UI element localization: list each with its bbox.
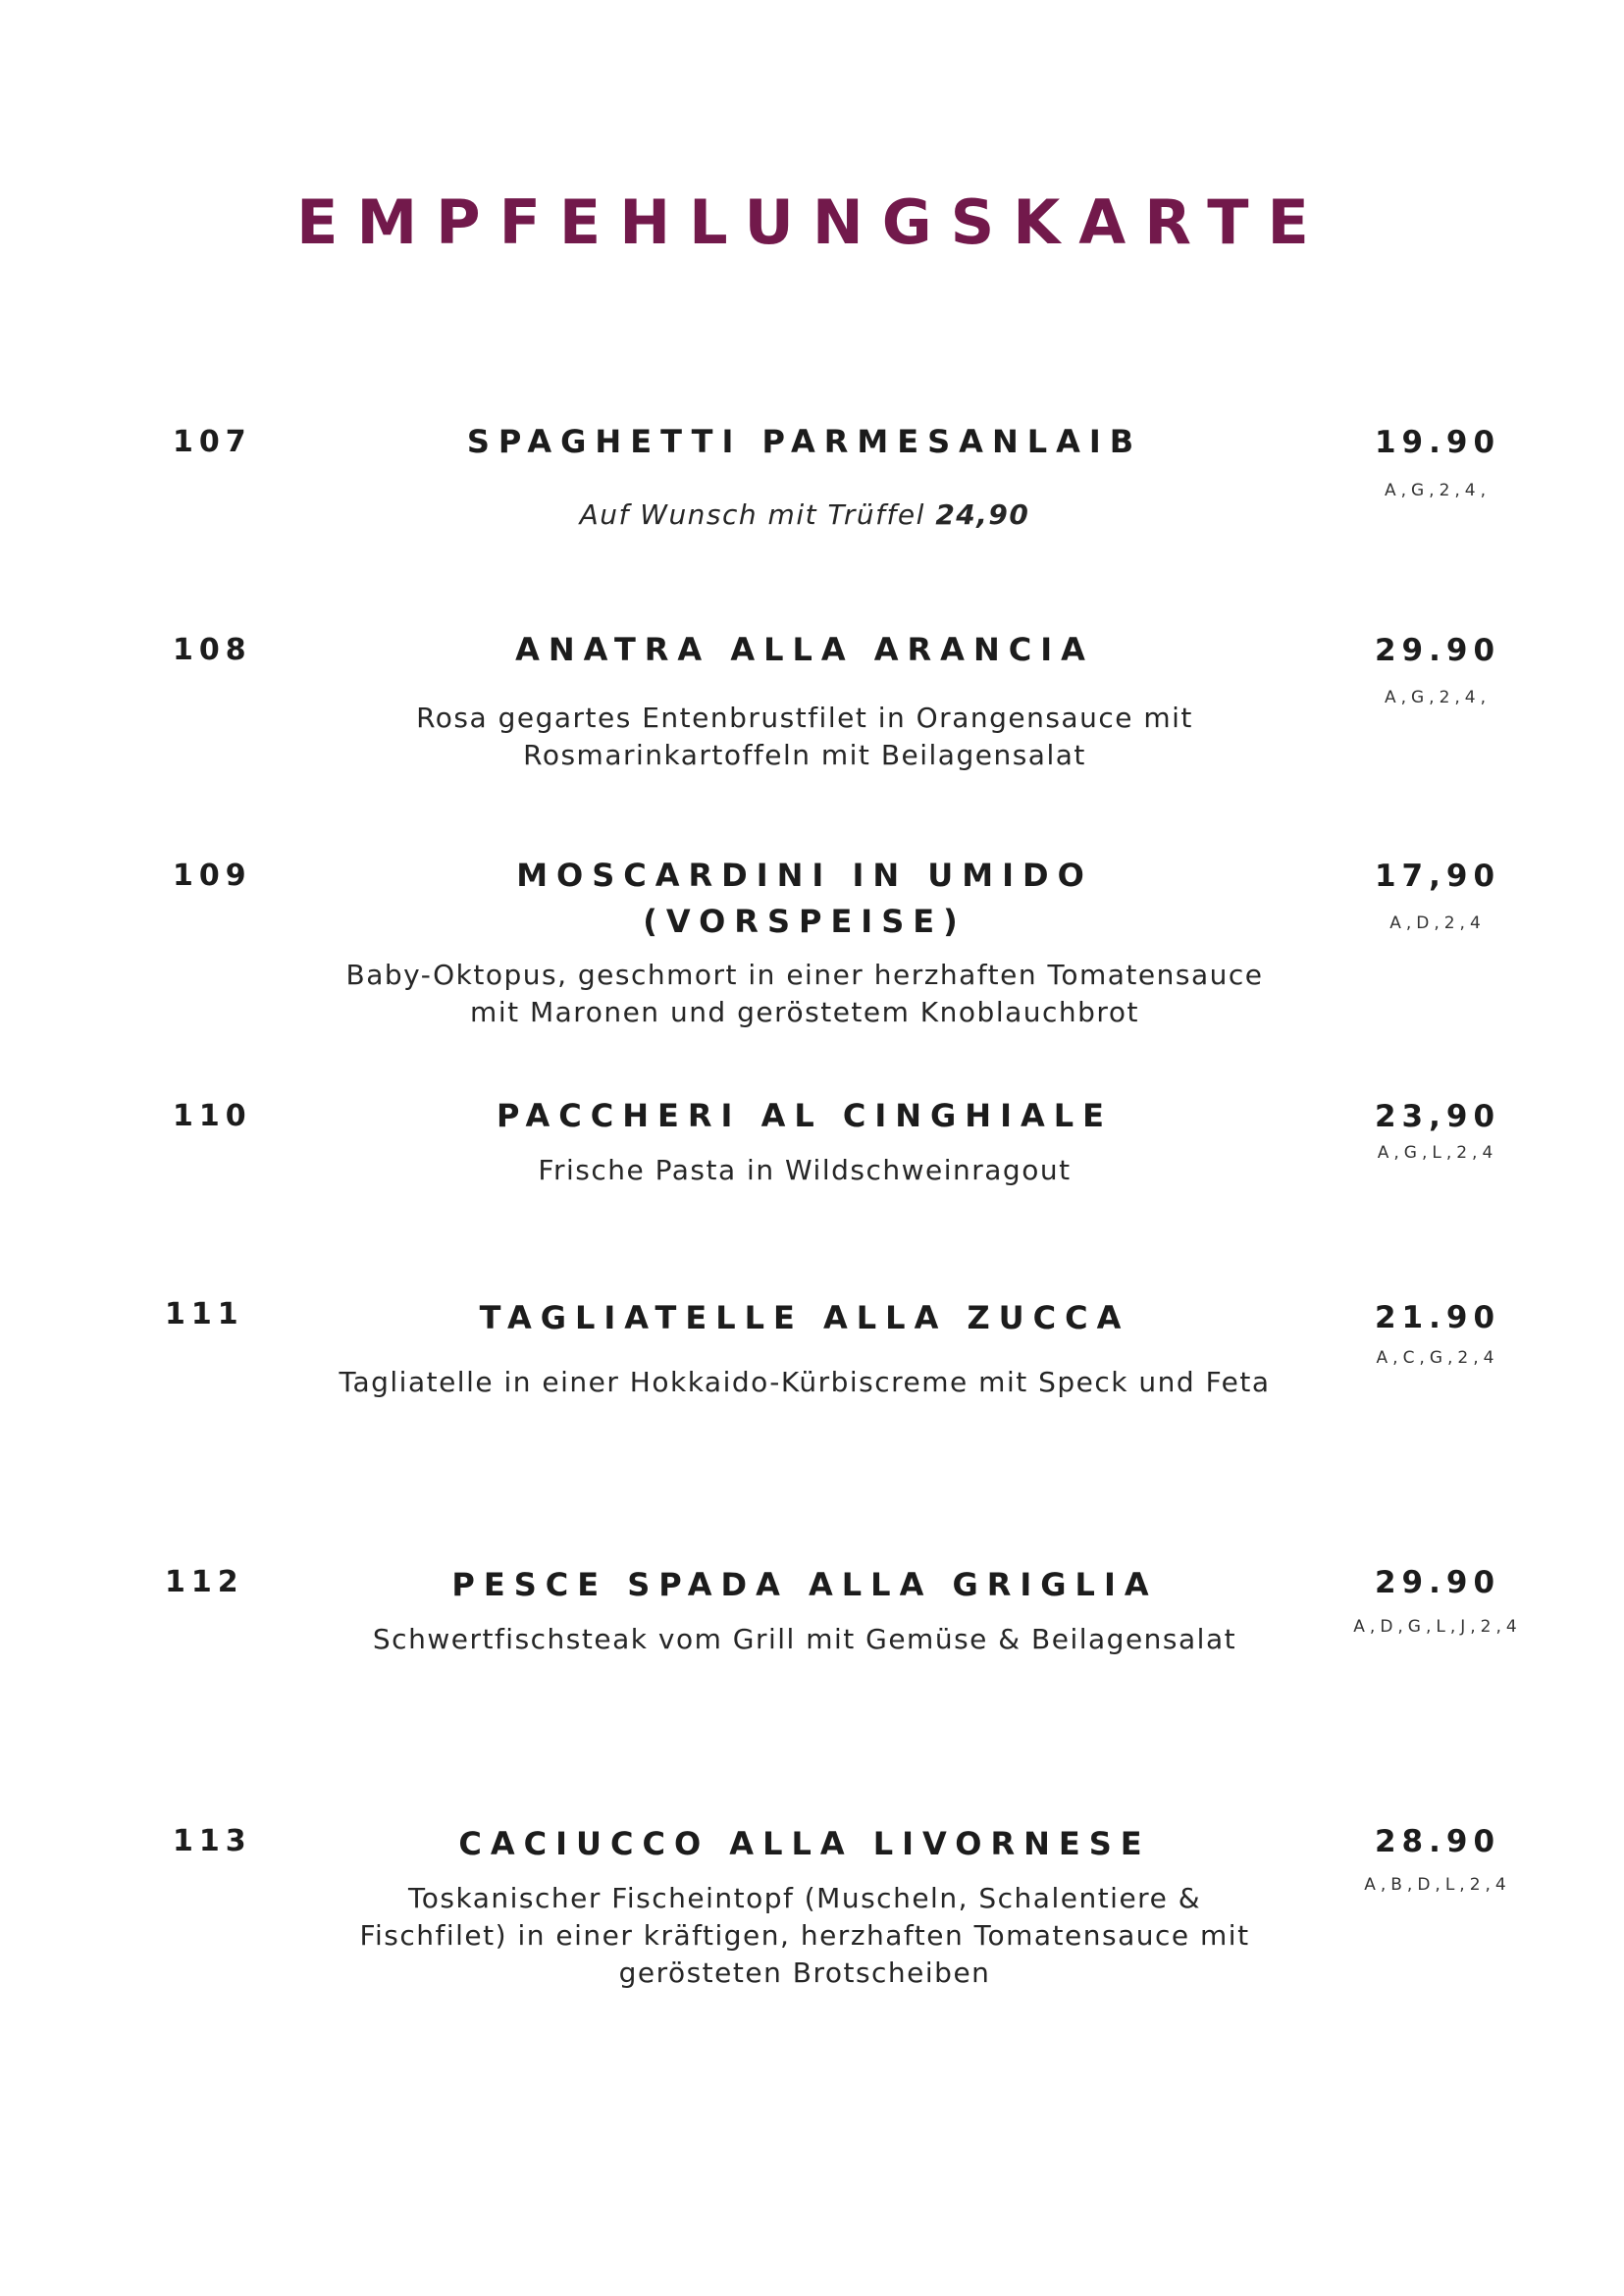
item-price: 29.90 — [1374, 633, 1501, 668]
item-name: ANATRA ALLA ARANCIA — [515, 631, 1094, 668]
item-allergens: A,G,L,2,4 — [1377, 1143, 1498, 1163]
item-description: Frische Pasta in Wildschweinragout — [538, 1154, 1072, 1186]
description-line: Rosmarinkartoffeln mit Beilagensalat — [523, 739, 1086, 771]
item-price: 17,90 — [1374, 859, 1501, 894]
description-line: Baby-Oktopus, geschmort in einer herzhaften Tomatensauce — [345, 959, 1264, 991]
description-text: Auf Wunsch mit Trüffel — [579, 498, 925, 531]
item-number: 111 — [165, 1297, 244, 1331]
item-description — [334, 1880, 1276, 1992]
description-line: gerösteten Brotscheiben — [618, 1957, 991, 1989]
item-price: 19.90 — [1374, 425, 1501, 460]
item-description: Tagliatelle in einer Hokkaido-Kürbiscreme mit Speck und Feta — [339, 1366, 1271, 1398]
item-number: 113 — [173, 1824, 252, 1858]
item-name-line: MOSCARDINI IN UMIDO — [516, 857, 1093, 894]
description-line: Fischfilet) in einer kräftigen, herzhaften Tomatensauce mit — [359, 1919, 1250, 1952]
item-name: PACCHERI AL CINGHIALE — [496, 1097, 1113, 1134]
item-price: 23,90 — [1374, 1099, 1501, 1134]
item-allergens: A,C,G,2,4 — [1376, 1348, 1499, 1368]
item-description: Schwertfischsteak vom Grill mit Gemüse & Beilagensalat — [372, 1623, 1237, 1655]
item-allergens: A,B,D,L,2,4 — [1364, 1875, 1511, 1895]
description-line: Toskanischer Fischeintopf (Muscheln, Schalentiere & — [407, 1882, 1202, 1914]
item-description — [334, 496, 1276, 534]
item-number: 109 — [173, 859, 252, 893]
item-number: 112 — [165, 1565, 244, 1599]
item-number: 107 — [173, 425, 252, 459]
truffle-price: 24,90 — [935, 498, 1030, 531]
item-name: PESCE SPADA ALLA GRIGLIA — [451, 1566, 1158, 1603]
item-allergens: A,D,2,4 — [1389, 913, 1486, 933]
description-line: Rosa gegartes Entenbrustfilet in Orangensauce mit — [416, 702, 1193, 734]
page-title: EMPFEHLUNGSKARTE — [296, 186, 1328, 258]
item-price: 29.90 — [1374, 1565, 1501, 1600]
item-price: 21.90 — [1374, 1300, 1501, 1335]
item-description — [334, 957, 1276, 1031]
item-name: SPAGHETTI PARMESANLAIB — [466, 423, 1143, 460]
item-name — [334, 853, 1276, 945]
item-description — [334, 700, 1276, 774]
item-name-line: (VORSPEISE) — [643, 903, 967, 940]
item-number: 108 — [173, 633, 252, 667]
item-allergens: A,G,2,4, — [1384, 688, 1492, 707]
item-number: 110 — [173, 1099, 252, 1133]
item-allergens: A,D,G,L,J,2,4 — [1353, 1617, 1522, 1637]
item-name: CACIUCCO ALLA LIVORNESE — [458, 1825, 1151, 1862]
description-line: mit Maronen und geröstetem Knoblauchbrot — [470, 996, 1139, 1028]
item-price: 28.90 — [1374, 1824, 1501, 1859]
item-allergens: A,G,2,4, — [1384, 481, 1492, 500]
item-name: TAGLIATELLE ALLA ZUCCA — [479, 1299, 1130, 1336]
